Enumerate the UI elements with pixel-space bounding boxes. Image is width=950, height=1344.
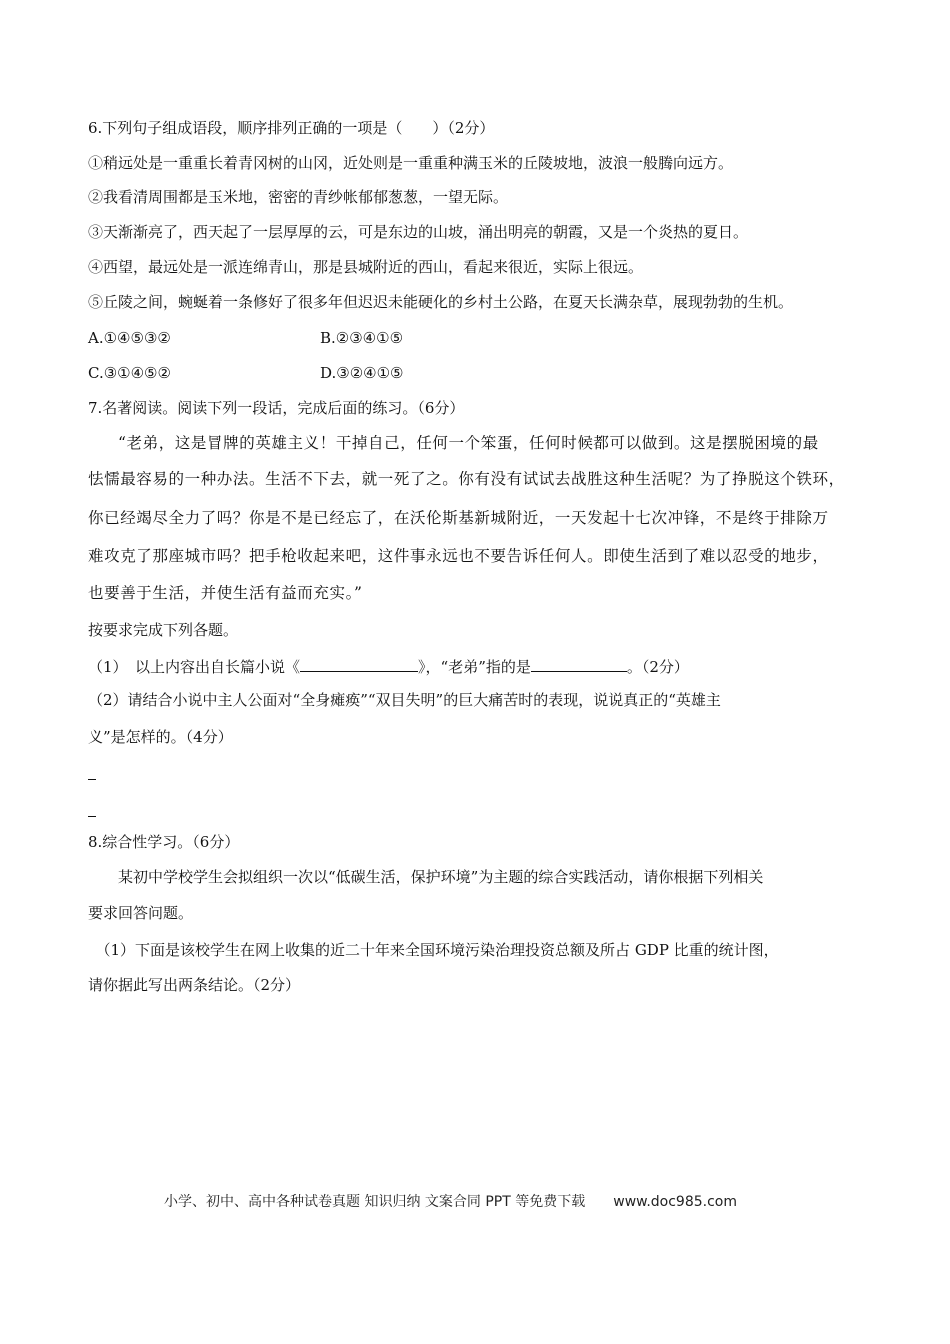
q8-stem: 8.综合性学习。（6分） (88, 833, 240, 851)
footer-url[interactable]: www.doc985.com (613, 1194, 737, 1210)
q7-novel-blank[interactable] (300, 655, 418, 672)
q7-passage-line-4: 难攻克了那座城市吗？把手枪收起来吧，这件事永远也不要告诉任何人。即使生活到了难以忍受的地步， (88, 547, 829, 565)
footer-text: 小学、初中、高中各种试卷真题 知识归纳 文案合同 PPT 等免费下载 (164, 1194, 586, 1210)
q8-sub1-line-2: 请你据此写出两条结论。（2分） (88, 976, 301, 994)
q6-sentence-1: ①稍远处是一重重长着青冈树的山冈，近处则是一重重种满玉米的丘陵坡地，波浪一般腾向远方。 (88, 154, 734, 172)
q7-person-blank[interactable] (531, 655, 627, 672)
q7-passage-line-1: “老弟，这是冒牌的英雄主义！干掉自己，任何一个笨蛋，任何时候都可以做到。这是摆脱困境的最 (118, 434, 819, 452)
q7-instruction: 按要求完成下列各题。 (88, 621, 239, 639)
q7-sub2-line-2: 义”是怎样的。（4分） (88, 728, 233, 746)
q7-passage-line-2: 怯懦最容易的一种办法。生活不下去，就一死了之。你有没有试试去战胜这种生活呢？为了挣脱这个铁环， (88, 470, 845, 488)
q6-sentence-2: ②我看清周围都是玉米地，密密的青纱帐郁郁葱葱，一望无际。 (88, 188, 509, 206)
q7-sub1 (88, 655, 689, 677)
q7-answer-line-2[interactable] (88, 816, 96, 817)
q6-option-a: A.①④⑤③② (88, 329, 171, 347)
q6-sentence-4: ④西望，最远处是一派连绵青山，那是县城附近的西山，看起来很近，实际上很远。 (88, 258, 644, 276)
q7-answer-line-1[interactable] (88, 779, 96, 780)
q6-option-d: D.③②④①⑤ (320, 364, 404, 382)
q7-sub1-text-a: （1） 以上内容出自长篇小说《 (88, 658, 301, 676)
q7-sub2-line-1: （2）请结合小说中主人公面对“全身瘫痪”“双目失明”的巨大痛苦时的表现，说说真正的“英雄主 (88, 691, 721, 709)
q8-intro-line-2: 要求回答问题。 (88, 904, 194, 922)
q6-option-b: B.②③④①⑤ (320, 329, 404, 347)
q7-sub1-text-b: 》，“老弟”指的是 (418, 658, 531, 676)
q6-sentence-5: ⑤丘陵之间，蜿蜒着一条修好了很多年但迟迟未能硬化的乡村土公路，在夏天长满杂草，展现勃勃的生机。 (88, 293, 794, 311)
q8-sub1-line-1: （1）下面是该校学生在网上收集的近二十年来全国环境污染治理投资总额及所占 GDP 比重的统计图， (88, 941, 779, 959)
q7-sub1-text-c: 。（2分） (626, 658, 689, 676)
q6-sentence-3: ③天渐渐亮了，西天起了一层厚厚的云，可是东边的山坡，涌出明亮的朝霞，又是一个炎热的夏日。 (88, 223, 749, 241)
q8-intro-line-1: 某初中学校学生会拟组织一次以“低碳生活，保护环境”为主题的综合实践活动，请你根据下列相关 (88, 868, 764, 886)
page-footer (164, 1192, 737, 1212)
q7-passage-line-5: 也要善于生活，并使生活有益而充实。” (88, 584, 363, 602)
q6-option-c: C.③①④⑤② (88, 364, 171, 382)
q6-stem: 6.下列句子组成语段，顺序排列正确的一项是（ ）（2分） (88, 119, 495, 137)
q7-passage-line-3: 你已经竭尽全力了吗？你是不是已经忘了，在沃伦斯基新城附近，一天发起十七次冲锋，不是终于排除万 (88, 509, 829, 527)
q7-stem: 7.名著阅读。阅读下列一段话，完成后面的练习。（6分） (88, 399, 465, 417)
